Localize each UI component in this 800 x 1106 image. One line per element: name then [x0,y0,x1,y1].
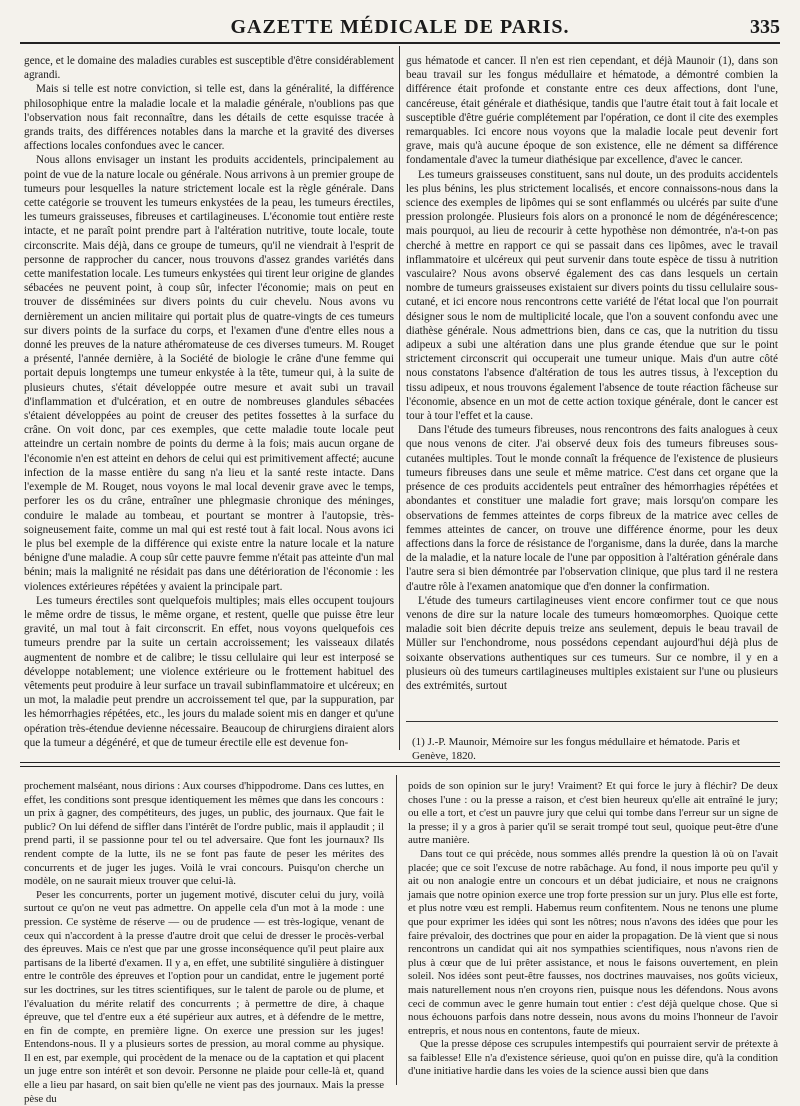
paragraph: gence, et le domaine des maladies curables est susceptible d'être considérablement agrandi. [24,55,394,82]
footnote-rule [406,721,778,722]
paragraph: Peser les concurrents, porter un jugement motivé, discuter celui du jury, voilà surtout ce qu'on ne veut pas admettre. On appelle cela d'un mot à la mode : une pression. Ce système de réserve — ou de prudence — est très-logique, venant de ceux qui n'accordent à la presse d'autre droit que celui de dresser le procès-verbal des épreuves. Mais ce n'est que par une grosse inconséquence qu'il peut plaire aux partisans de la liberté d'examen. Il y a, en effet, une subtilité singulière à distinguer entre le contrôle des épreuves et l'option pour un candidat, entre le jugement porté sur les doctrines, sur les titres scientifiques, sur le talent de parole ou de plume, et l'évaluation du mérite relatif des concurrents ; à permettre de dire, à chaque épreuve, que tel d'entre eux a été supérieur aux autres, et à défendre de le mettre, en fin de compte, en première ligne. On exerce une pression sur les juges! Entendons-nous. Il y a plusieurs sortes de pression, au moral comme au physique. Il en est, par exemple, qui procèdent de la menace ou de la captation et qui placent un juge entre son intérêt et son devoir. Personne ne plaide pour celle-là et, quand elle a lieu par hasard, on sait bien qu'elle ne vient pas des journaux. Mais la presse pèse du [24,888,384,1105]
feuilleton-column-separator [396,775,397,1085]
feuilleton-rule-top [20,762,780,763]
page-number: 335 [750,16,780,38]
paragraph: Que la presse dépose ces scrupules intempestifs qui pourraient servir de prétexte à sa faiblesse! Elle n'a d'existence sérieuse, quoi qu'on en puisse dire, qu'à la condition d'une initiative hardie dans les voies de la science aussi bien que dans [408,1038,778,1078]
paragraph: Les tumeurs érectiles sont quelquefois multiples; mais elles occupent toujours le même ordre de tissus, le même organe, et restent, quelle que puisse être leur gravité, un mal tout à fait circonscrit. En effet, nous voyons quelquefois ces tumeurs prendre par la suite un certain accroissement; les vaisseaux dilatés augmentent de nombre et de calibre; le tissu cellulaire qui leur est interposé se développe notablement; une violence extérieure ou le frottement habituel des vêtements peut produire à leur surface un travail subinflammatoire et ulcéreux; en un mot, la maladie peut prendre un accroissement tel que, par la suppuration, par les hémorrhagies répétées, etc., les jours du malade soient mis en danger et qu'une opération très-étendue devienne nécessaire. Beaucoup de chirurgiens diraient alors que la tumeur a dégénéré, et que de tumeur érectile elle est devenue fon- [24,594,394,749]
footnote: (1) J.-P. Maunoir, Mémoire sur les fongus médullaire et hématode. Paris et Genève, 1820. [412,736,740,762]
paragraph: Nous allons envisager un instant les produits accidentels, principalement au point de vue de la nature locale ou générale. Nous arrivons à un premier groupe de tumeurs pour lesquelles la nature strictement locale est la règle générale. Dans cette catégorie se trouvent les tumeurs enkystées de la peau, les tumeurs érectiles, les tumeurs graisseuses, fibreuses et cartilagineuses. L'économie tout entière reste intacte, et ne paraît point prendre part à l'altération nutritive, toute locale, toute circonscrite. Mais déjà, dans ce groupe de tumeurs, qu'il ne viendrait à l'esprit de personne de rapprocher du cancer, nous trouvons d'assez grandes variétés dans cette manifestation locale. Les tumeurs enkystées qui tirent leur origine de glandes sébacées ne peuvent point, à coup sûr, infecter l'économie; mais on peut en trouver de disséminées sur divers points du cuir chevelu. Nous avons vu dernièrement un ancien militaire qui portait plus de quatre-vingts de ces tumeurs sur divers points de la surface du corps, et l'examen d'une d'entre elles nous a donné les preuves de la nature athéromateuse de ces diverses tumeurs. M. Rouget a présenté, l'année dernière, à la Société de biologie le crâne d'une femme qui portait depuis longtemps une tumeur enkystée à la tête, tumeur qui, à la suite de plusieurs chutes, s'était développée outre mesure et avait subi un travail d'inflammation et d'ulcération, et en outre de nombreuses glandules sébacées s'étaient développées au point de creuser des petites fossettes à la surface du crâne. On voit donc, par ces exemples, que cette maladie toute locale peut atteindre un certain nombre de points du derme à la fois; mais aucun organe de l'économie n'en est atteint en dehors de celui qui est primitivement affecté; aucune infection de la masse entière du sang n'a lieu et la santé reste intacte. Dans l'exemple de M. Rouget, nous voyons le mal local devenir grave avec le temps, perforer les os du crâne, entraîner une phlegmasie chronique des méninges, conduire le malade au tombeau, et pourtant se montrer à l'autopsie, très-soigneusement faite, comme un mal qui est resté tout à fait local. Nous avons ici le plus bel exemple de la différence qui existe entre la nature locale et la nature bénigne d'une maladie. A coup sûr cette pauvre femme n'était pas atteinte d'un mal bénin; mais la malignité ne résidait pas dans une détérioration de l'économie : les violences extérieures répétées y avaient la principale part. [24,154,394,593]
paragraph: prochement malséant, nous dirions : Aux courses d'hippodrome. Dans ces luttes, en effet, les conditions sont presque identiquement les mêmes que dans les concours : un prix à gagner, des compétiteurs, des juges, un public, des journaux. Que fait le public? On lui défend de siffler dans l'intérêt de l'ordre public, mais il applaudit ; il prend parti, il se passionne pour tel ou tel adversaire. Que font les journaux? Ils rendent compte de la lutte, ils ne se font pas faute de peser les mérites des concurrents et de juger les juges. Voilà le vrai concours. Puisqu'on cherche un modèle, on ne saurait mieux trouver que celui-là. [24,780,384,888]
article-column-left [24,54,394,748]
paragraph: Mais si telle est notre conviction, si telle est, dans la généralité, la différence philosophique entre la maladie locale et la maladie générale, n'oublions pas que l'observation nous fait reconnaître, dans les détails de cette esquisse tracée à grands traits, des différences notables dans la marche et la gravité des diverses affections locales confondues avec le cancer. [24,83,394,153]
page-header [20,14,780,44]
feuilleton-rule-bottom [20,766,780,767]
paragraph: Dans tout ce qui précède, nous sommes allés prendre la question là où on l'avait placée; que ce soit l'excuse de notre rabâchage. Au fond, il nous importe peu qu'il y ait ou non analogie entre un concours et un débat judiciaire, et nous ne craignons jamais que notre opinion exerce une trop forte pression sur un jury. Plus elle est forte, et plus notre vœu est rempli. Habemus reum confitentem. Nous ne tenons une plume que pour exprimer les idées qui sont les nôtres; nous n'avons des idées que pour les faire prévaloir, des doctrines que pour en aider la propagation. De là vient que si nous rencontrons un candidat qui ait nos sympathies scientifiques, nous n'avons rien de plus à cœur que de lui prêter assistance, et nous le faisons ouvertement, en plein soleil. Nos idées sont peut-être fausses, nos doctrines mauvaises, nos goûts vicieux, mais naturellement nous n'en croyons rien, puisque nous les défendons. Nous avons ceci de commun avec le genre humain tout entier : c'est déjà quelque chose. Que si nous échouons parfois dans notre dessein, nous avons du moins l'honneur de l'avoir entrepris, et nous nous en contentons, faute de mieux. [408,847,778,1037]
running-title: GAZETTE MÉDICALE DE PARIS. [230,16,570,38]
article-column-right [406,54,778,704]
paragraph: Les tumeurs graisseuses constituent, sans nul doute, un des produits accidentels les plus bénins, les plus strictement localisés, et encore connaissons-nous dans la science des exemples de lipômes qui se sont enflammés ou ulcérés par suite d'une pression prolongée. Plusieurs fois alors on a prononcé le nom de dégénérescence; mais pourquoi, au lieu de recourir à cette hypothèse non démontrée, n'a-t-on pas cherché à mettre en rapport ce qui se passait dans ces lipômes, avec le travail inflammatoire et ulcéreux qui peut survenir dans toute espèce de tissu à nutrition vasculaire? Nous avons observé également des cas dans lesquels un certain nombre de tumeurs graisseuses existaient sur divers points du tissu cellulaire sous-cutané, et ici encore nous rencontrons cette variété de l'état local que l'on pourrait désigner sous le nom de multiplicité locale, que l'on a souvent confondu avec une diathèse générale. Nous admettrions bien, dans ce cas, que la nutrition du tissu adipeux a subi une altération dans une plus grande étendue que sur le point strictement circonscrit qui occuperait une tumeur unique. Mais d'un autre côté nous constatons l'absence d'altération de tous les autres tissus, à l'exception du tissu adipeux, et nous trouvons également l'absence de toute réaction fâcheuse sur l'économie, absence en un mot de cette action toxique générale, dont le cancer est tour à tour l'effet et la cause. [406,168,778,423]
paragraph: poids de son opinion sur le jury! Vraiment? Et qui force le jury à fléchir? De deux choses l'une : ou la presse a raison, et c'est bien heureux qu'elle ait entraîné le jury; ou elle a tort, et c'est un pauvre jury que celui qui tombe dans l'erreur sur un signe de la presse; il y a gros à parier qu'il se serait trompé tout seul, quoique peut-être d'une autre manière. [408,780,778,847]
paragraph: L'étude des tumeurs cartilagineuses vient encore confirmer tout ce que nous venons de dire sur la nature locale des tumeurs homœomorphes. Quoique cette maladie soit bien décrite depuis treize ans seulement, depuis le beau travail de Müller sur l'enchondrome, nous possédons cependant aujourd'hui déjà plus de soixante observations authentiques sur ces tumeurs. Sur ce nombre, il y en a plusieurs où des tumeurs cartilagineuses multiples existaient sur l'une ou plusieurs des extrémités, surtout [406,594,778,692]
paragraph: Dans l'étude des tumeurs fibreuses, nous rencontrons des faits analogues à ceux que nous venons de citer. J'ai observé deux fois des tumeurs fibreuses sous-cutanées multiples. Tout le monde connaît la fréquence de l'existence de plusieurs tumeurs fibreuses dans une seule et même matrice. C'est dans cet organe que la présence de ces produits accidentels peut entraîner des hémorrhagies répétées et abondantes et constituer une maladie fort grave; mais lorsqu'on compare les observations de femmes atteintes de corps fibreux de la matrice avec celles de femmes atteintes de cancer, on trouve une différence énorme, pour les deux affections dans la force de résistance de l'organisme, dans la durée, dans la marche de la maladie, et la nature locale de l'une par opposition à l'altération générale dans l'autre sera si bien démontrée par l'observation clinique, que plus tard il ne restera d'autre rôle à l'examen anatomique que d'en donner la confirmation. [406,424,778,593]
feuilleton-column-right [408,780,778,1080]
paragraph: gus hématode et cancer. Il n'en est rien cependant, et déjà Maunoir (1), dans son beau travail sur les fongus médullaire et hématode, a démontré combien la différence était profonde et constante entre ces deux affections, dont l'une, cancéreuse, était générale et diathésique, tandis que l'autre était tout à fait locale et susceptible d'être guérie complétement par l'opération, ce dont il cite des exemples remarquables. Ici encore nous voyons que la maladie locale peut devenir fort grave, mais qu'à aucune époque de son existence, elle ne dément sa différence fondamentale d'avec la tumeur diathésique par excellence, d'avec le cancer. [406,55,778,167]
feuilleton-column-left [24,780,384,1105]
column-separator [399,46,400,750]
